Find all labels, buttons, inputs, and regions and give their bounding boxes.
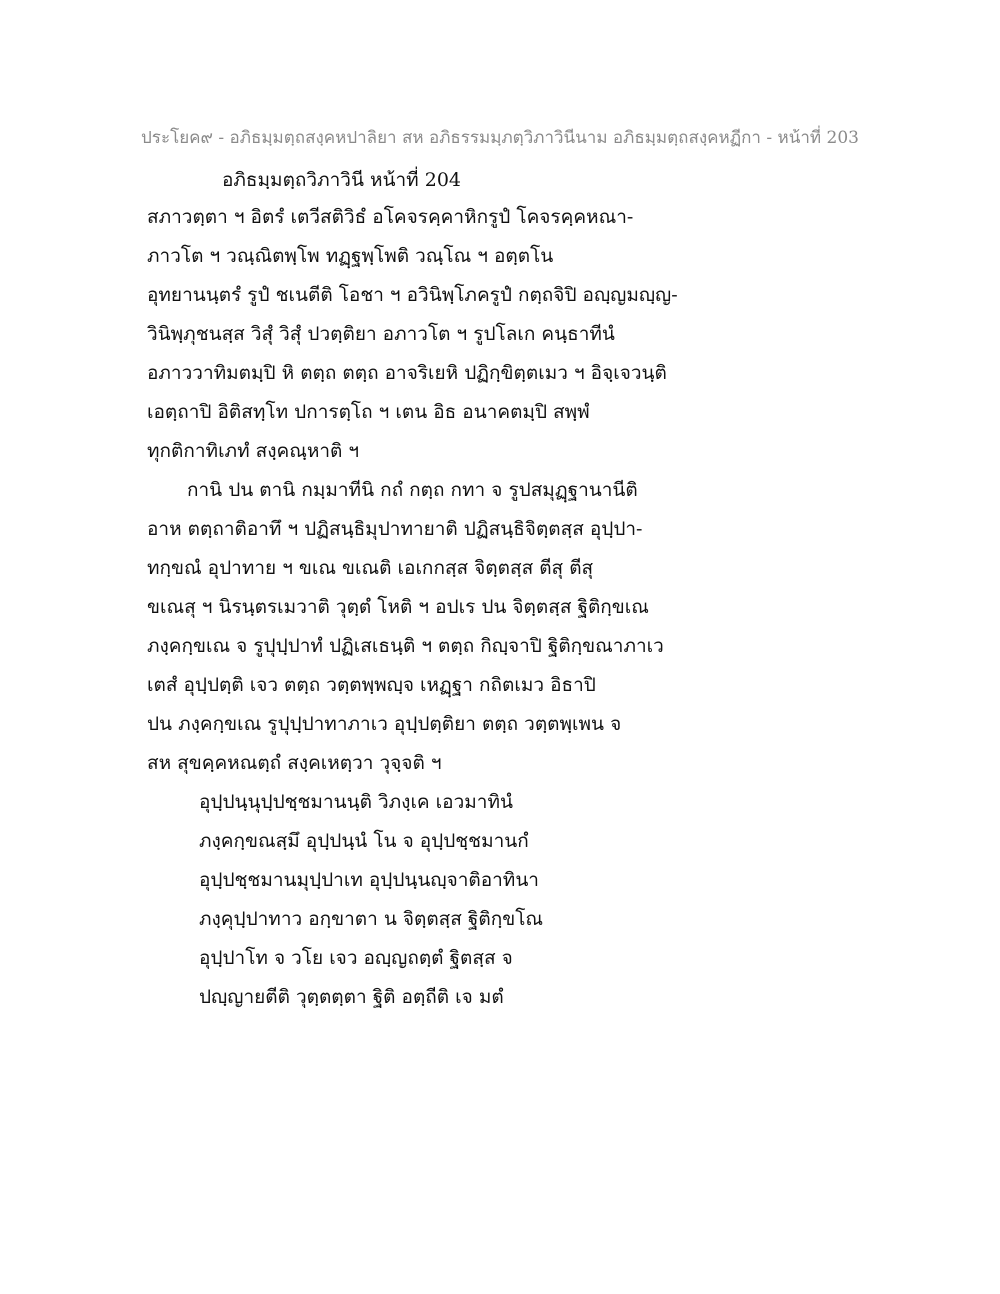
text-line: สภาวตฺตา ฯ อิตรํ เตวีสติวิธํ อโคจรคฺคาหิกรูปํ โคจรคฺคหณา- bbox=[147, 206, 634, 228]
text-line: ปน ภงฺคกฺขเณ รูปุปฺปาทาภาเว อุปฺปตฺติยา ตตฺถ วตฺตพฺเพน จ bbox=[147, 713, 622, 735]
running-header: ประโยค๙ - อภิธมฺมตฺถสงฺคหปาลิยา สห อภิธรรมมฺภตฺวิภาวินีนาม อภิธมฺมตฺถสงฺคหฏีกา - หน้าที่ 203 bbox=[141, 128, 859, 148]
verse-line: ภงฺคุปฺปาทาว อกฺขาตา น จิตฺตสฺส ฐิติกฺขโณ bbox=[199, 908, 544, 930]
text-line: เอตฺถาปิ อิติสทฺโท ปการตฺโถ ฯ เตน อิธ อนาคตมฺปิ สพฺพํ bbox=[147, 401, 590, 423]
verse-block bbox=[147, 783, 707, 1017]
text-line: วินิพฺภุชนสฺส วิสุํ วิสุํ ปวตฺติยา อภาวโต ฯ รูปโลเก คนฺธาทีนํ bbox=[147, 323, 615, 345]
text-line: ภงฺคกฺขเณ จ รูปุปฺปาทํ ปฏิเสเธนฺติ ฯ ตตฺถ กิญฺจาปิ ฐิติกฺขณาภาเว bbox=[147, 635, 664, 657]
text-line: เตสํ อุปฺปตฺติ เจว ตตฺถ วตฺตพฺพญฺจ เหฏฺฐา กถิตเมว อิธาปิ bbox=[147, 674, 596, 696]
verse-line: อุปฺปชฺชมานมุปฺปาเท อุปฺปนฺนญฺจาติอาทินา bbox=[199, 869, 539, 891]
paragraph-2 bbox=[147, 471, 707, 783]
verse-line: อุปฺปาโท จ วโย เจว อญฺญถตฺตํ ฐิตสฺส จ bbox=[199, 947, 513, 969]
text-line: อาห ตตฺถาติอาทึ ฯ ปฏิสนฺธิมุปาทายาติ ปฏิสนฺธิจิตฺตสฺส อุปฺปา- bbox=[147, 518, 643, 540]
text-line: ทกฺขณํ อุปาทาย ฯ ขเณ ขเณติ เอเกกสฺส จิตฺตสฺส ตีสุ ตีสุ bbox=[147, 557, 594, 579]
text-line: ภาวโต ฯ วณฺณิตพฺโพ ทฏฺฐพฺโพติ วณฺโณ ฯ อตฺตโน bbox=[147, 245, 554, 267]
verse-line: ภงฺคกฺขณสฺมึ อุปฺปนฺนํ โน จ อุปฺปชฺชมานกํ bbox=[199, 830, 529, 852]
paragraph-1 bbox=[147, 198, 707, 471]
document-body bbox=[147, 198, 707, 1017]
text-line: ขเณสุ ฯ นิรนฺตรเมวาติ วุตฺตํ โหติ ฯ อปเร ปน จิตฺตสฺส ฐิติกฺขเณ bbox=[147, 596, 649, 618]
text-line: อุทยานนฺตรํ รูปํ ชเนตีติ โอชา ฯ อวินิพฺโภครูปํ กตฺถจิปิ อญฺญมญฺญ- bbox=[147, 284, 678, 306]
text-line: อภาววาทิมตมฺปิ หิ ตตฺถ ตตฺถ อาจริเยหิ ปฏิกฺขิตฺตเมว ฯ อิจฺเจวนฺติ bbox=[147, 362, 667, 384]
text-line: กานิ ปน ตานิ กมฺมาทีนิ กถํ กตฺถ กทา จ รูปสมุฏฺฐานานีติ bbox=[187, 479, 638, 501]
verse-line: อุปฺปนฺนุปฺปชฺชมานนฺติ วิภงฺเค เอวมาทินํ bbox=[199, 791, 513, 813]
text-line: สห สุขคฺคหณตฺถํ สงฺคเหตฺวา วุจฺจติ ฯ bbox=[147, 752, 442, 774]
text-line: ทุกติกาทิเภทํ สงฺคณฺหาติ ฯ bbox=[147, 440, 360, 462]
page-title: อภิธมฺมตฺถวิภาวินี หน้าที่ 204 bbox=[222, 169, 461, 191]
verse-line: ปญฺญายตีติ วุตฺตตฺตา ฐิติ อตฺถีติ เจ มตํ bbox=[199, 986, 504, 1008]
